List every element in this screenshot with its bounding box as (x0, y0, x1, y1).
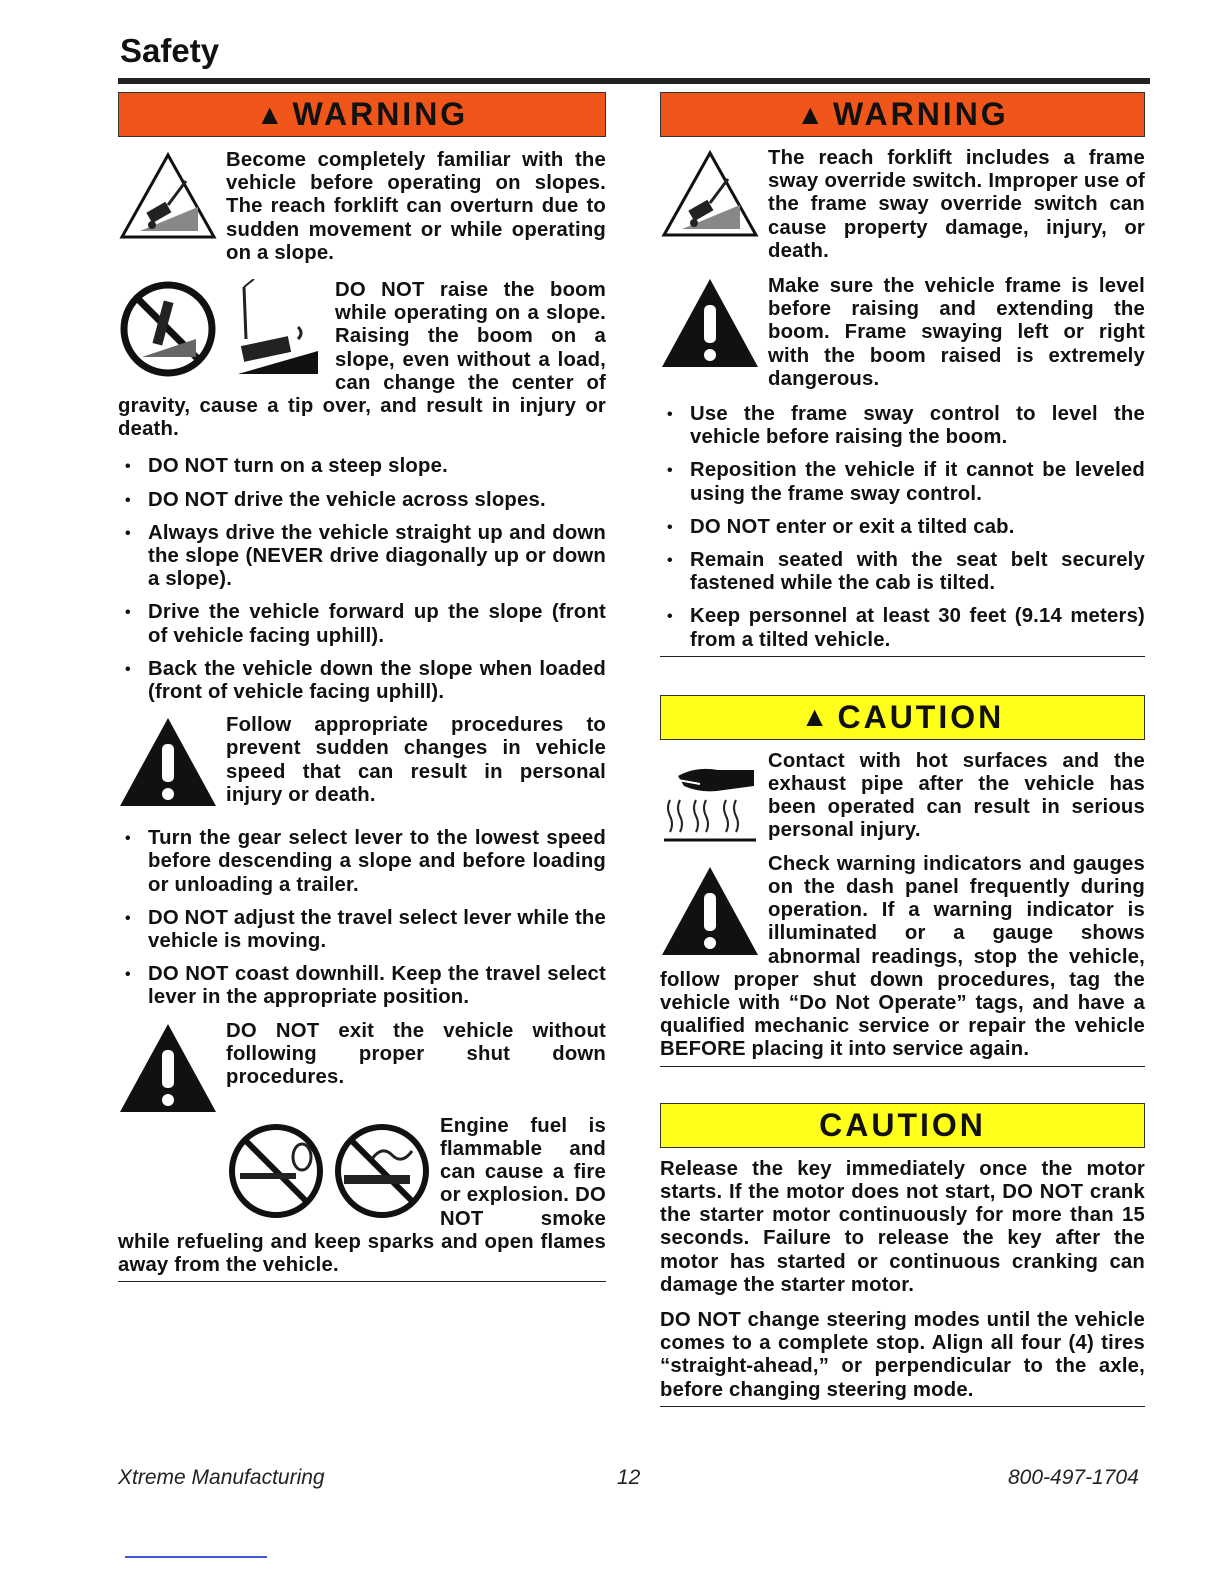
stray-underline (125, 1556, 267, 1558)
list-item: • Back the vehicle down the slope when loaded (front of vehicle facing uphill). (118, 658, 606, 704)
level-warning (660, 275, 1145, 391)
speed-text: Follow appropriate procedures to prevent sudden changes in vehicle speed that can result in personal injury or death. (226, 714, 606, 806)
section-divider (660, 1066, 1145, 1067)
list-item: • Reposition the vehicle if it cannot be leveled using the frame sway control. (660, 459, 1145, 505)
list-item: • Drive the vehicle forward up the slope (front of vehicle facing uphill). (118, 601, 606, 647)
warning-triangle-icon: ▲ (800, 701, 832, 733)
footer-page-number: 12 (617, 1466, 641, 1489)
forklift-tipover-icon (660, 147, 760, 242)
warning-label: WARNING (292, 96, 469, 132)
warning-banner-left (118, 92, 606, 137)
key-text: Release the key immediately once the motor starts. If the motor does not start, DO NOT crank the starter motor continuously for more than 15 seconds. Failure to release the key after the motor has started or continuous cranking can damage the starter motor. (660, 1157, 1145, 1296)
slope-bullet-list (118, 455, 606, 704)
fuel-warning (118, 1115, 606, 1277)
caution-banner-hot (660, 695, 1145, 740)
speed-warning (118, 714, 606, 809)
gear-bullet-list (118, 827, 606, 1009)
slope-warning (118, 149, 606, 265)
list-item: • DO NOT drive the vehicle across slopes. (118, 489, 606, 512)
section-divider (660, 656, 1145, 657)
steering-text: DO NOT change steering modes until the vehicle comes to a complete stop. Align all four (4) tires “straight-ahead,” or perpendicular to the axle, before changing steering mode. (660, 1308, 1145, 1401)
no-boom-on-slope-icon (118, 279, 323, 379)
boom-slope-text: DO NOT raise the boom while operating on a slope. Raising the boom on a slope, even without a load, can change the center of gravity, cause a tip over, and result in injury or death. (118, 279, 606, 441)
right-column (660, 92, 1145, 1407)
hot-surface-text: Contact with hot surfaces and the exhaust pipe after the vehicle has been operated can result in serious personal injury. (768, 749, 1145, 842)
hot-surface-caution (660, 750, 1145, 845)
section-divider (118, 1281, 606, 1282)
exit-text: DO NOT exit the vehicle without following proper shut down procedures. (226, 1019, 606, 1089)
sway-warning (660, 147, 1145, 263)
list-item: • DO NOT enter or exit a tilted cab. (660, 516, 1145, 539)
footer-phone: 800-497-1704 (1008, 1466, 1139, 1489)
no-smoking-icons (226, 1121, 432, 1219)
boom-slope-warning (118, 279, 606, 441)
list-item: • Use the frame sway control to level the vehicle before raising the boom. (660, 403, 1145, 449)
caution-label: CAUTION (819, 1106, 986, 1143)
section-divider (660, 1406, 1145, 1407)
exclamation-triangle-icon (118, 1020, 218, 1115)
caution-label: CAUTION (837, 698, 1005, 735)
list-item: • DO NOT adjust the travel select lever while the vehicle is moving. (118, 907, 606, 953)
exclamation-triangle-icon (660, 863, 760, 958)
sway-bullet-list (660, 403, 1145, 652)
sway-text: The reach forklift includes a frame sway override switch. Improper use of the frame sway override switch can cause property damage, injury, or death. (768, 147, 1145, 262)
list-item: • DO NOT turn on a steep slope. (118, 455, 606, 478)
left-column (118, 92, 606, 1282)
list-item: • DO NOT coast downhill. Keep the travel select lever in the appropriate position. (118, 963, 606, 1009)
level-text: Make sure the vehicle frame is level before raising and extending the boom. Frame swaying left or right with the boom raised is extremely dangerous. (768, 275, 1145, 390)
warning-banner-right (660, 92, 1145, 137)
exit-warning (118, 1020, 606, 1115)
forklift-tipover-icon (118, 149, 218, 244)
gauges-text: Check warning indicators and gauges on the dash panel frequently during operation. If a warning indicator is illuminated or a gauge shows abnormal readings, stop the vehicle, follow proper shut down procedures, tag the vehicle with “Do Not Operate” tags, and have a qualified mechanic service or repair the vehicle BEFORE placing it into service again. (660, 852, 1145, 1061)
fuel-text: Engine fuel is flammable and can cause a fire or explosion. DO NOT smoke while refueling and keep sparks and open flames away from the vehicle. (118, 1114, 606, 1276)
exclamation-triangle-icon (118, 714, 218, 809)
warning-label: WARNING (833, 96, 1009, 132)
caution-banner-key (660, 1103, 1145, 1148)
list-item: • Turn the gear select lever to the lowest speed before descending a slope and before loading or unloading a trailer. (118, 827, 606, 897)
exclamation-triangle-icon (660, 275, 760, 370)
list-item: • Remain seated with the seat belt securely fastened while the cab is tilted. (660, 549, 1145, 595)
gauges-warning (660, 853, 1145, 1062)
list-item: • Keep personnel at least 30 feet (9.14 meters) from a tilted vehicle. (660, 605, 1145, 651)
list-item: • Always drive the vehicle straight up and down the slope (NEVER drive diagonally up or down a slope). (118, 522, 606, 592)
slope-intro-text: Become completely familiar with the vehicle before operating on slopes. The reach forklift can overturn due to sudden movement or while operating on a slope. (226, 149, 606, 264)
page-title: Safety (120, 32, 220, 69)
header-rule (118, 78, 1150, 84)
hot-surface-hand-icon (660, 750, 760, 845)
warning-triangle-icon: ▲ (255, 98, 287, 130)
footer-company: Xtreme Manufacturing (118, 1466, 325, 1489)
warning-triangle-icon: ▲ (796, 98, 828, 130)
